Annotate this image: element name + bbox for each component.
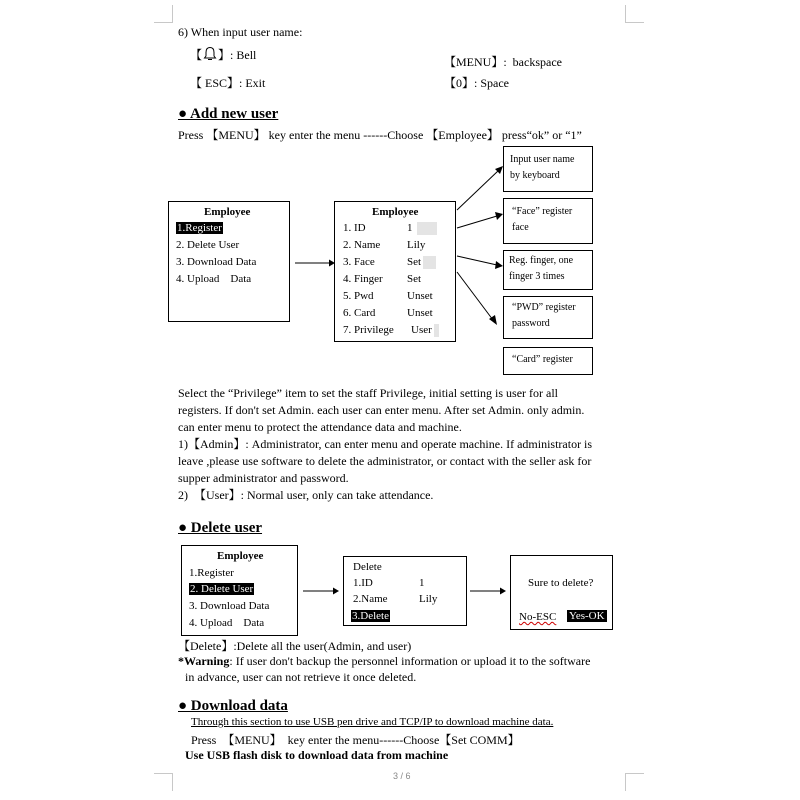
arrowhead-to-face — [495, 212, 503, 220]
callout-face-line1: “Face” register — [512, 206, 573, 217]
callout-pwd-line2: password — [512, 318, 550, 329]
menu-item-register-label: 1.Register — [177, 222, 222, 234]
confirm-no-esc: No-ESC — [519, 611, 557, 623]
arrowhead-to-finger — [495, 261, 503, 269]
detail-row-name-label: 2. Name — [343, 239, 381, 251]
detail-row-privilege-value: User — [411, 324, 432, 337]
delete-menu-item-upload-data: 4. Upload Data — [189, 617, 265, 629]
delete-menu-item-delete-user — [189, 583, 254, 595]
menu-item-register — [176, 222, 223, 234]
download-line-2: Press 【MENU】 key enter the menu------Choose【Set COMM】 — [191, 733, 520, 747]
callout-finger — [503, 250, 593, 290]
delete-menu-item-delete-user-label: 2. Delete User — [190, 583, 254, 595]
delete-note: 【Delete】:Delete all the user(Admin, and user) — [178, 639, 412, 653]
delete-row-name-value: Lily — [419, 593, 438, 605]
delete-user-heading: ● Delete user — [178, 520, 263, 536]
input-section-title: 6) When input user name: — [178, 25, 303, 39]
bell-icon — [202, 46, 218, 62]
employee-menu-box — [168, 201, 290, 322]
detail-row-finger — [343, 273, 421, 285]
callout-finger-line2: finger 3 times — [509, 271, 565, 282]
crop-mark-bottom-right-h — [625, 773, 644, 774]
arrow-to-finger — [457, 256, 497, 265]
menu-key — [444, 53, 562, 70]
detail-row-name-value: Lily — [407, 239, 426, 251]
arrow-delete-to-confirm — [470, 586, 506, 596]
page-number: 3 / 6 — [393, 771, 411, 781]
warning-text-1: : If user don't backup the personnel information or upload it to the software — [229, 654, 591, 668]
crop-mark-top-left-v — [172, 5, 173, 23]
warning-line-1 — [178, 654, 590, 669]
delete-row-delete-label: 3.Delete — [352, 610, 389, 622]
menu-item-download-data: 3. Download Data — [176, 256, 257, 268]
detail-row-id-cursor — [417, 222, 437, 235]
detail-row-name — [343, 239, 425, 251]
add-user-instruction: Press 【MENU】 key enter the menu ------Choose 【Employee】 press“ok” or “1” — [178, 128, 582, 142]
menu-key-label: : backspace — [503, 55, 562, 69]
detail-row-finger-label: 4. Finger — [343, 273, 383, 285]
download-line-1: Through this section to use USB pen drive and TCP/IP to download machine data. — [191, 716, 554, 728]
download-heading: ● Download data — [178, 698, 288, 714]
delete-menu-item-download-data: 3. Download Data — [189, 600, 270, 612]
detail-row-finger-value: Set — [407, 273, 422, 285]
employee-detail-box — [334, 201, 456, 342]
arrow-menu-to-detail — [295, 258, 335, 268]
zero-key-label: : Space — [474, 76, 510, 90]
crop-mark-bottom-left-h — [154, 773, 173, 774]
menu-item-delete-user: 2. Delete User — [176, 239, 240, 251]
arrow-to-name — [457, 170, 499, 210]
callout-name-line2: by keyboard — [510, 170, 560, 181]
detail-row-pwd-label: 5. Pwd — [343, 290, 374, 302]
arrow-to-face — [457, 216, 497, 228]
confirm-box — [510, 555, 613, 630]
callout-finger-line1: Reg. finger, one — [509, 255, 574, 266]
crop-mark-bottom-left-v — [172, 773, 173, 791]
warning-line-2: in advance, user can not retrieve it once deleted. — [185, 670, 417, 684]
bell-key-close: 】 — [218, 48, 231, 62]
callout-face-line2: face — [512, 222, 529, 233]
detail-row-face — [343, 256, 436, 269]
crop-mark-bottom-right-v — [625, 773, 626, 791]
callout-face — [503, 198, 593, 244]
menu-key-name: 【MENU】 — [444, 55, 504, 69]
delete-menu-title: Employee — [217, 550, 264, 562]
employee-detail-title: Employee — [372, 206, 419, 218]
bell-key-open: 【 — [190, 48, 203, 62]
menu-item-upload-data: 4. Upload Data — [176, 273, 252, 285]
privilege-line-4: 1)【Admin】: Administrator, can enter menu and operate machine. If administrator is — [178, 437, 593, 451]
privilege-line-1: Select the “Privilege” item to set the staff Privilege, initial setting is user for all — [178, 386, 559, 400]
delete-row-id-value: 1 — [419, 577, 425, 589]
delete-menu-item-register: 1.Register — [189, 567, 234, 579]
zero-key — [444, 74, 509, 91]
detail-row-pwd-value: Unset — [407, 290, 433, 302]
callout-name — [503, 146, 593, 192]
confirm-yes-ok-label: Yes-OK — [569, 610, 605, 622]
detail-row-card-label: 6. Card — [343, 307, 376, 319]
delete-row-name-label: 2.Name — [353, 593, 388, 605]
delete-row-name — [353, 593, 437, 605]
download-line-3: Use USB flash disk to download data from machine — [185, 748, 449, 762]
esc-key-name: 【 ESC】 — [190, 76, 240, 90]
callout-pwd — [503, 296, 593, 339]
callout-name-line1: Input user name — [510, 154, 575, 165]
callout-arrows — [455, 160, 510, 330]
detail-row-privilege — [343, 324, 439, 337]
delete-detail-title: Delete — [353, 561, 382, 573]
crop-mark-top-right-h — [625, 22, 644, 23]
employee-menu-title: Employee — [204, 206, 251, 218]
crop-mark-top-right-v — [625, 5, 626, 23]
delete-menu-box — [181, 545, 298, 636]
detail-row-id-value: 1 — [407, 222, 413, 235]
arrow-menu-to-delete — [303, 586, 339, 596]
warning-label: *Warning — [178, 654, 230, 668]
bell-key — [190, 46, 256, 63]
delete-row-id-label: 1.ID — [353, 577, 373, 589]
privilege-line-5: leave ,please use software to delete the administrator, or contact with the seller ask for — [178, 454, 592, 468]
delete-detail-box — [343, 556, 467, 626]
detail-row-card-value: Unset — [407, 307, 433, 319]
confirm-question: Sure to delete? — [528, 577, 594, 589]
privilege-line-3: can enter menu to protect the attendance data and machine. — [178, 420, 462, 434]
delete-row-delete — [351, 610, 390, 622]
detail-row-privilege-cursor — [434, 324, 439, 337]
detail-row-face-cursor — [423, 256, 436, 269]
callout-card-line1: “Card” register — [512, 354, 573, 365]
crop-mark-top-left-h — [154, 22, 173, 23]
privilege-line-7: 2) 【User】: Normal user, only can take attendance. — [178, 488, 434, 502]
detail-row-card — [343, 307, 433, 319]
zero-key-name: 【0】 — [444, 76, 475, 90]
detail-row-face-label: 3. Face — [343, 256, 375, 269]
esc-key — [190, 74, 265, 91]
detail-row-id-label: 1. ID — [343, 222, 366, 235]
add-user-heading: ● Add new user — [178, 106, 279, 122]
callout-pwd-line1: “PWD” register — [512, 302, 576, 313]
arrow-to-pwd — [457, 272, 493, 320]
privilege-paragraph — [178, 385, 630, 504]
esc-key-label: : Exit — [239, 76, 266, 90]
confirm-yes-ok — [567, 610, 607, 622]
bell-key-label: : Bell — [230, 48, 257, 62]
detail-row-face-value: Set — [407, 256, 422, 269]
privilege-line-6: supper administrator and password. — [178, 471, 349, 485]
privilege-line-2: registers. If don't set Admin. each user can enter menu. After set Admin. only admin. — [178, 403, 585, 417]
detail-row-privilege-label: 7. Privilege — [343, 324, 394, 337]
delete-row-id — [353, 577, 425, 589]
detail-row-id — [343, 222, 437, 235]
callout-card — [503, 347, 593, 375]
detail-row-pwd — [343, 290, 433, 302]
